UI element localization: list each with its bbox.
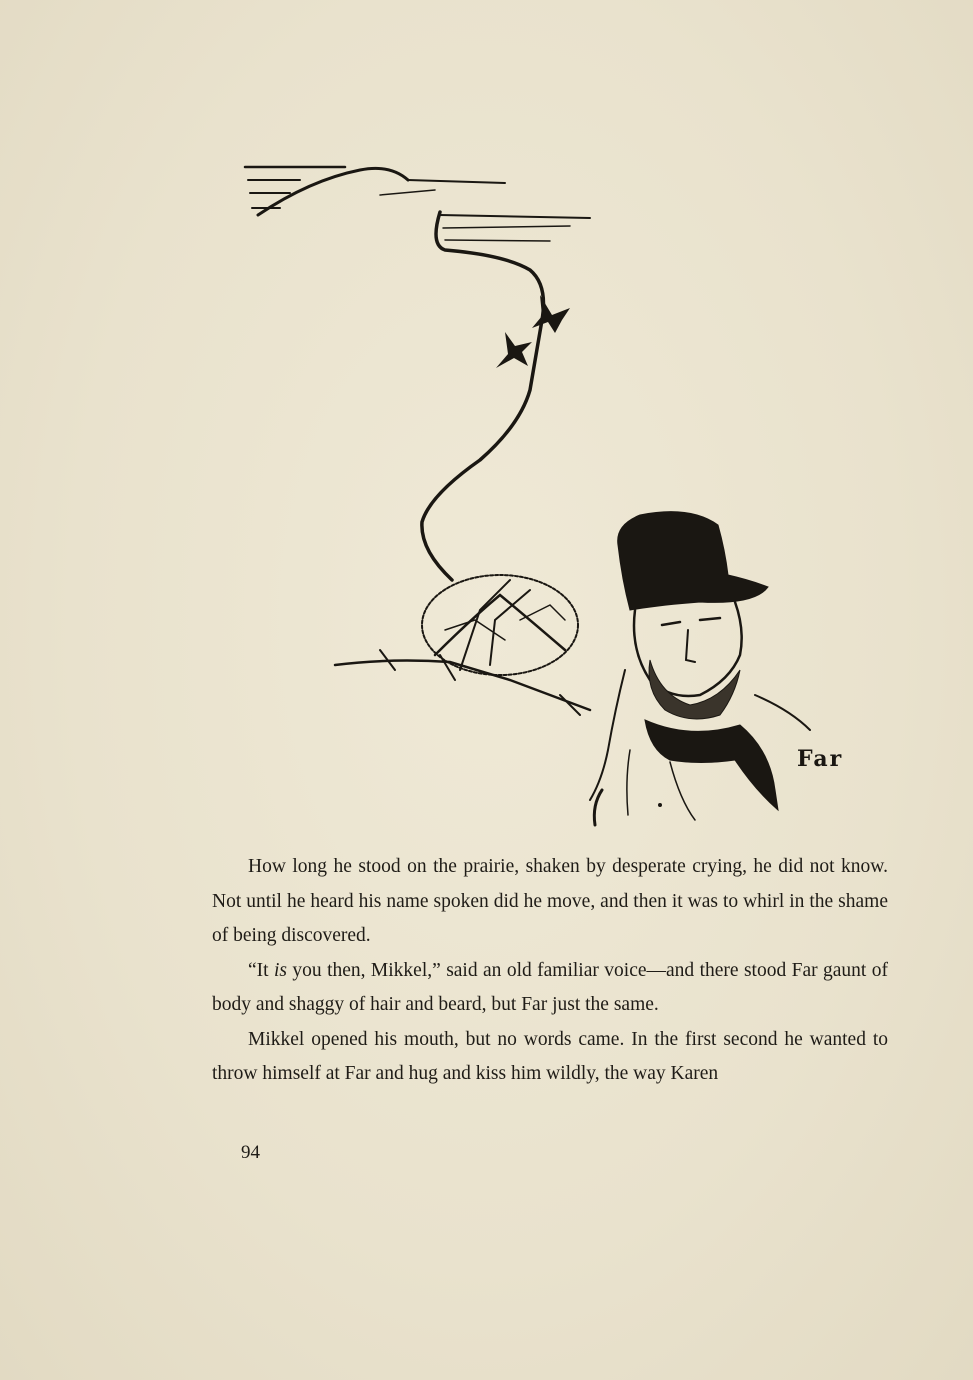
paragraph-3 <box>212 1023 888 1092</box>
far-figure <box>590 512 810 825</box>
page-number: 94 <box>241 1142 260 1163</box>
paragraph-2 <box>212 954 888 1023</box>
paragraph-2-italic: is <box>273 959 287 981</box>
paragraph-1-text: How long he stood on the prairie, shaken by desperate crying, he did not know. Not until he heard his name spoken did he move, and then it was to whirl in the shame of being discovered. <box>212 856 888 946</box>
illustration-caption: Far <box>797 746 844 772</box>
paragraph-2-text-start: “It <box>248 959 274 981</box>
body-text <box>212 850 888 1092</box>
paragraph-2-text-end: you then, Mikkel,” said an old familiar voice—and there stood Far gaunt of body and shaggy of hair and beard, but Far just the same. <box>212 959 888 1015</box>
horizon-lines <box>245 167 590 241</box>
paragraph-3-text: Mikkel opened his mouth, but no words came. In the first second he wanted to throw himself at Far and hug and kiss him wildly, the way Karen <box>212 1028 888 1084</box>
paragraph-1 <box>212 850 888 954</box>
river-line <box>422 212 544 580</box>
birds <box>496 295 570 368</box>
far-illustration <box>230 150 870 840</box>
shrub <box>335 575 590 715</box>
